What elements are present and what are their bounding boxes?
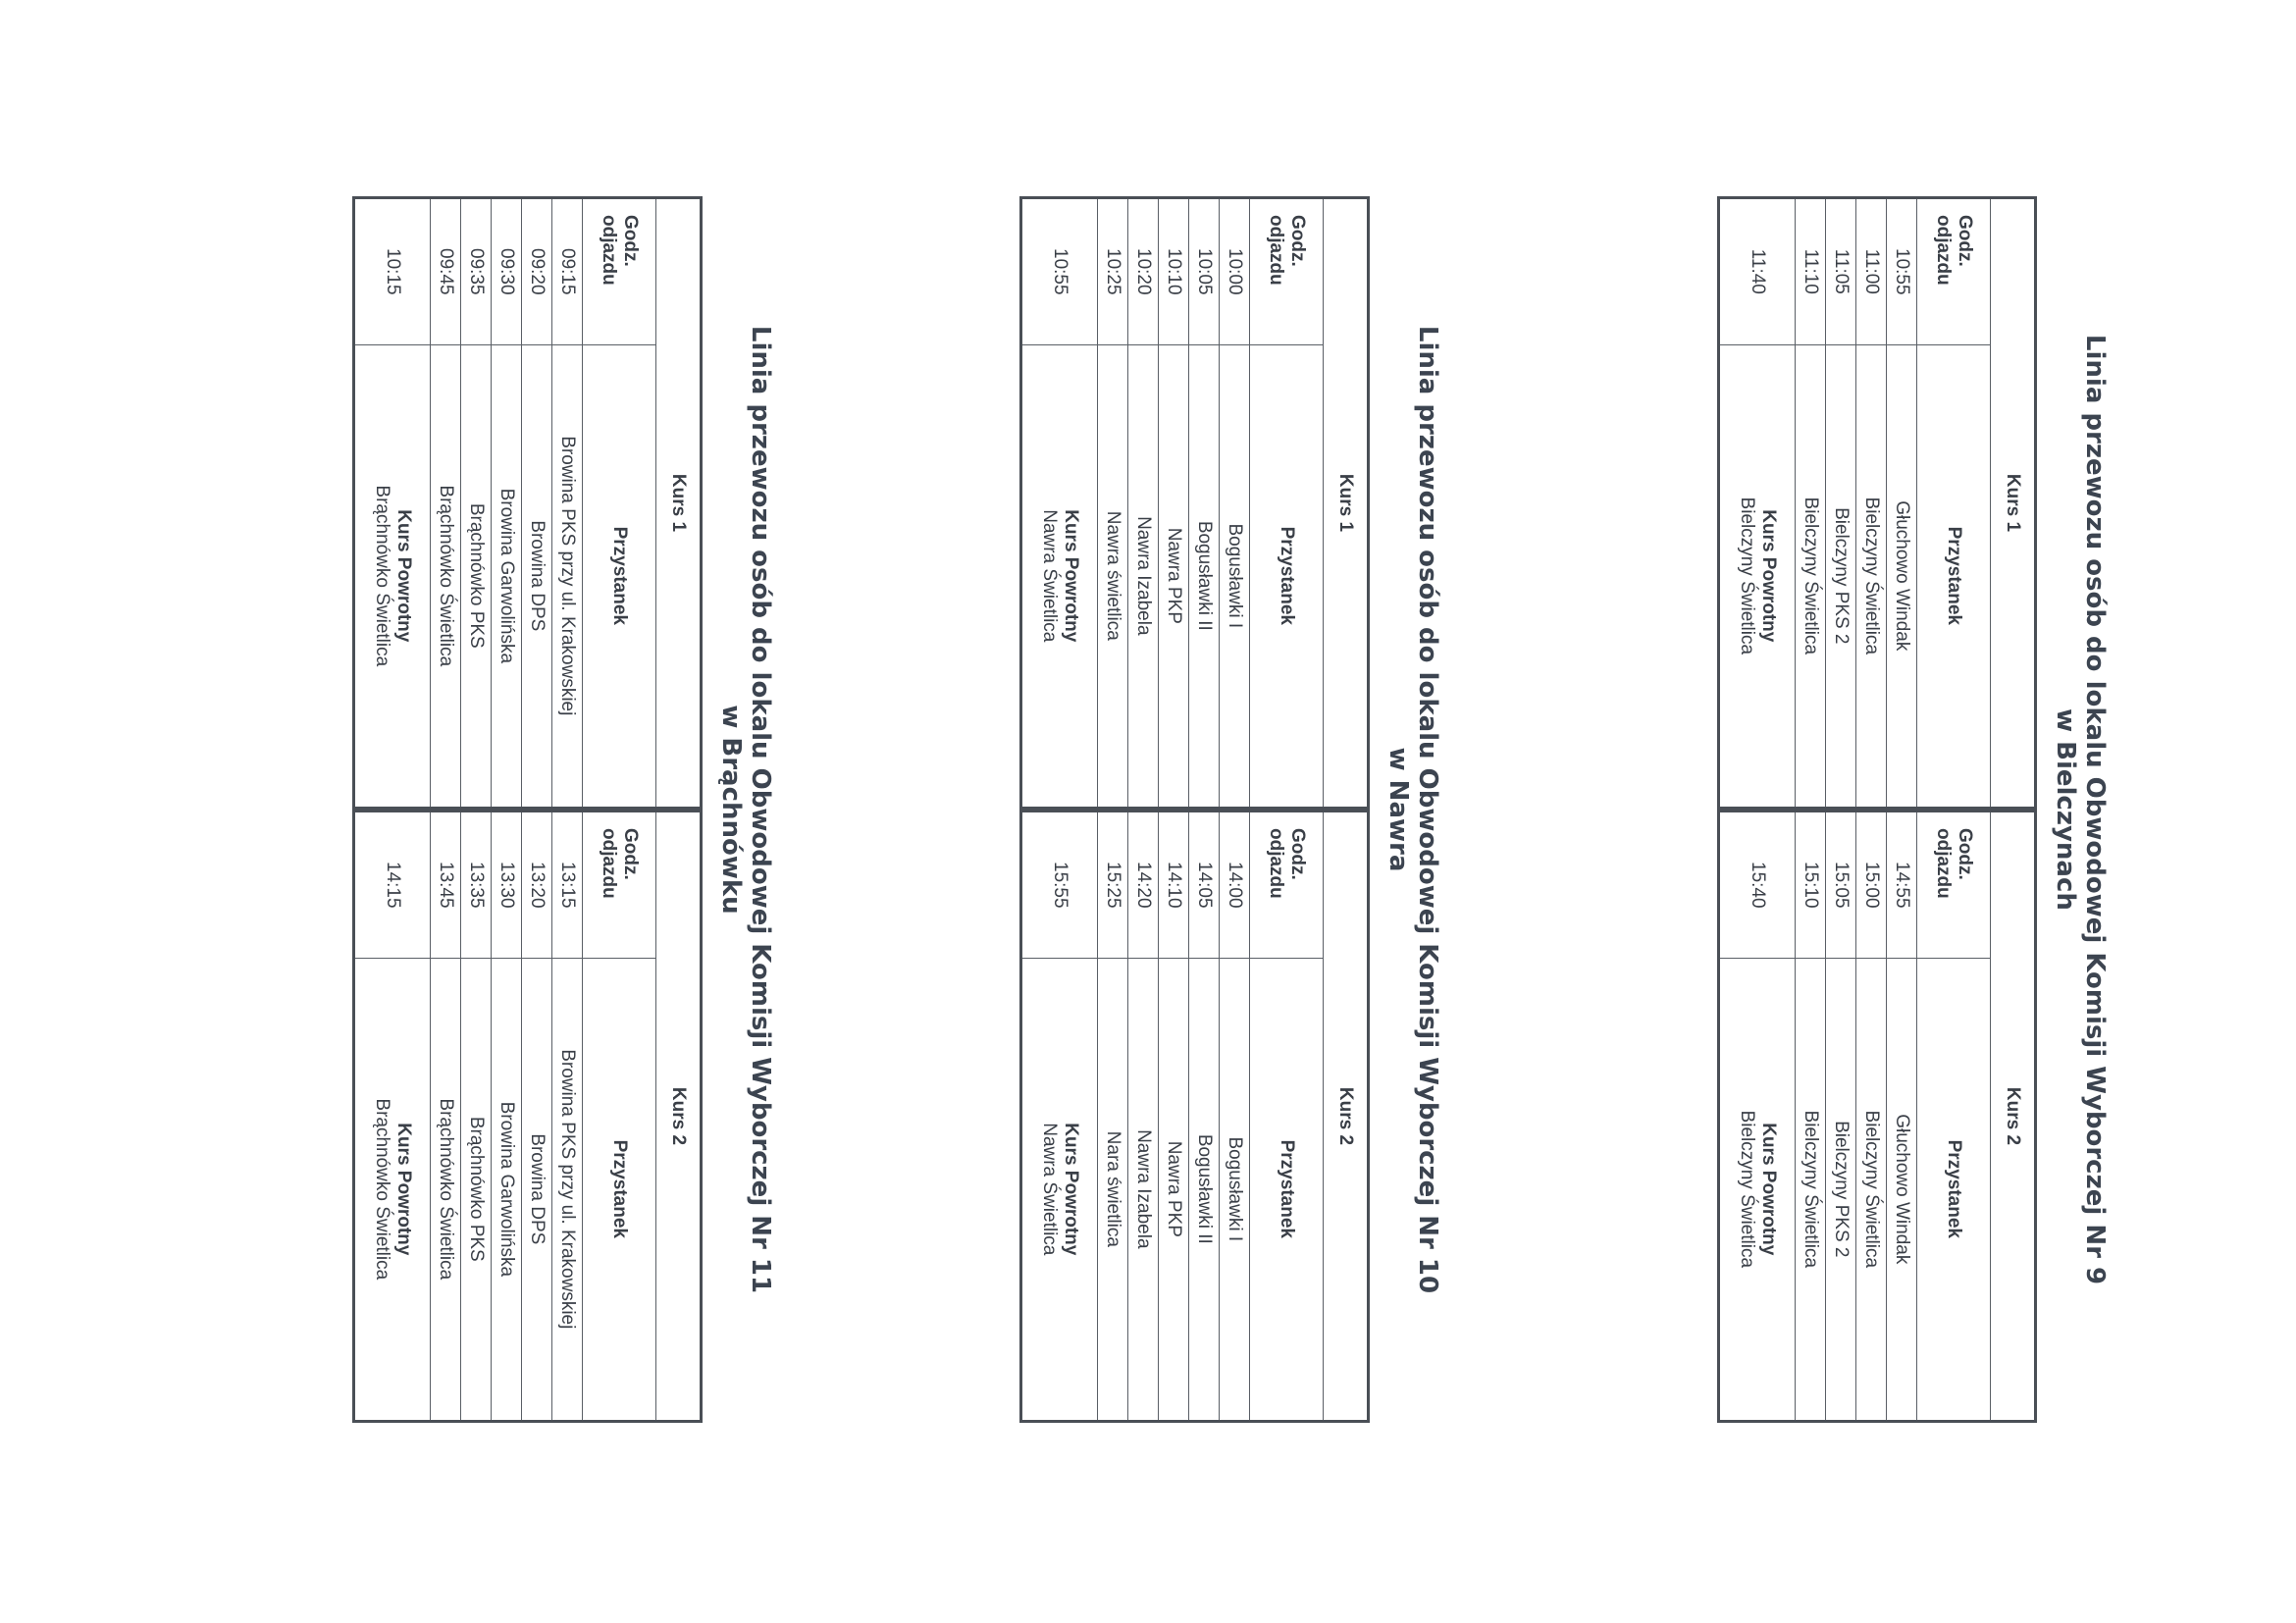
table-row	[1098, 198, 1128, 809]
departure-time: 13:15	[552, 812, 583, 959]
schedule-section-nr11	[352, 196, 775, 1423]
stop-name: Bogusławki II	[1189, 344, 1220, 808]
stop-name: Bielczyny PKS 2	[1826, 344, 1856, 808]
departure-time: 14:00	[1220, 812, 1250, 959]
stop-name: Nawra PKP	[1159, 344, 1189, 808]
return-time: 11:40	[1719, 198, 1796, 345]
section-title: Linia przewozu osób do lokalu Obwodowej Komisji Wyborczej Nr 10 w Nawra	[1383, 325, 1442, 1294]
stop-name: Bielczyny Świetlica	[1796, 344, 1826, 808]
table-row	[431, 812, 461, 1422]
course-name: Kurs 2	[1991, 812, 2036, 1422]
stop-name: Bogusławki I	[1220, 344, 1250, 808]
stop-name: Nawra świetlica	[1098, 344, 1128, 808]
stop-name: Nawra Izabela	[1128, 958, 1159, 1421]
stop-name: Bielczyny Świetlica	[1796, 958, 1826, 1421]
departure-time: 15:25	[1098, 812, 1128, 959]
departure-time: 09:20	[522, 198, 552, 345]
departure-time: 15:10	[1796, 812, 1826, 959]
table-row	[1826, 812, 1856, 1422]
stop-name: Nawra PKP	[1159, 958, 1189, 1421]
table-row	[1189, 812, 1220, 1422]
stop-name: Browina DPS	[522, 958, 552, 1421]
table-row	[1128, 198, 1159, 809]
time-header: Godz. odjazdu	[1250, 198, 1324, 345]
section-title: Linia przewozu osób do lokalu Obwodowej Komisji Wyborczej Nr 11 w Brąchnówku	[716, 325, 775, 1294]
stop-name: Browina Garwolińska	[492, 344, 522, 808]
stop-name: Głuchowo Windak	[1887, 344, 1917, 808]
table-row	[1826, 198, 1856, 809]
stop-name: Bogusławki I	[1220, 958, 1250, 1421]
departure-time: 09:35	[461, 198, 492, 345]
departure-time: 13:35	[461, 812, 492, 959]
return-stop: Kurs Powrotny Nawra Świetlica	[1021, 344, 1098, 808]
stop-header: Przystanek	[1250, 958, 1324, 1421]
return-row	[354, 812, 431, 1422]
table-row	[1098, 812, 1128, 1422]
departure-time: 14:55	[1887, 812, 1917, 959]
time-header: Godz. odjazdu	[1250, 812, 1324, 959]
course-name: Kurs 2	[656, 812, 702, 1422]
departure-time: 15:05	[1826, 812, 1856, 959]
departure-time: 13:20	[522, 812, 552, 959]
schedule-section-nr10	[1019, 196, 1442, 1423]
stop-header: Przystanek	[1917, 958, 1991, 1421]
section-title: Linia przewozu osób do lokalu Obwodowej Komisji Wyborczej Nr 9 w Bielczynach	[2051, 334, 2110, 1285]
table-row	[552, 812, 583, 1422]
return-row	[1021, 812, 1098, 1422]
table-row	[461, 812, 492, 1422]
departure-time: 09:45	[431, 198, 461, 345]
return-row	[1719, 812, 1796, 1422]
timetable	[1717, 196, 2037, 1423]
departure-time: 10:20	[1128, 198, 1159, 345]
stop-name: Browina Garwolińska	[492, 958, 522, 1421]
time-header: Godz. odjazdu	[1917, 198, 1991, 345]
table-row	[492, 198, 522, 809]
table-row	[1796, 812, 1826, 1422]
stop-name: Browina PKS przy ul. Krakowskiej	[552, 958, 583, 1421]
departure-time: 11:05	[1826, 198, 1856, 345]
return-stop: Kurs Powrotny Brąchnówko Świetlica	[354, 958, 431, 1421]
return-time: 10:55	[1021, 198, 1098, 345]
course-table-kurs-1	[1019, 196, 1370, 810]
timetable	[352, 196, 703, 1423]
return-stop: Kurs Powrotny Bielczyny Świetlica	[1719, 344, 1796, 808]
departure-time: 15:00	[1856, 812, 1887, 959]
stop-name: Brąchnówko PKS	[461, 344, 492, 808]
stop-name: Bielczyny PKS 2	[1826, 958, 1856, 1421]
stop-name: Nara świetlica	[1098, 958, 1128, 1421]
course-table-kurs-2	[1019, 810, 1370, 1423]
table-row	[522, 812, 552, 1422]
table-row	[1128, 812, 1159, 1422]
stop-name: Bielczyny Świetlica	[1856, 344, 1887, 808]
stop-name: Browina PKS przy ul. Krakowskiej	[552, 344, 583, 808]
course-name: Kurs 2	[1324, 812, 1369, 1422]
return-stop: Kurs Powrotny Bielczyny Świetlica	[1719, 958, 1796, 1421]
table-row	[1796, 198, 1826, 809]
stop-header: Przystanek	[583, 344, 656, 808]
departure-time: 10:05	[1189, 198, 1220, 345]
table-row	[1887, 198, 1917, 809]
departure-time: 10:25	[1098, 198, 1128, 345]
table-row	[1159, 198, 1189, 809]
departure-time: 10:00	[1220, 198, 1250, 345]
course-table-kurs-2	[1717, 810, 2037, 1423]
stop-name: Brąchnówko Świetlica	[431, 958, 461, 1421]
course-table-kurs-1	[1717, 196, 2037, 810]
time-header: Godz. odjazdu	[1917, 812, 1991, 959]
return-row	[1021, 198, 1098, 809]
time-header: Godz. odjazdu	[583, 812, 656, 959]
table-row	[1887, 812, 1917, 1422]
table-row	[1220, 198, 1250, 809]
course-name: Kurs 1	[1991, 198, 2036, 809]
table-row	[1856, 198, 1887, 809]
departure-time: 09:15	[552, 198, 583, 345]
return-stop: Kurs Powrotny Brąchnówko Świetlica	[354, 344, 431, 808]
table-row	[552, 198, 583, 809]
stop-header: Przystanek	[1917, 344, 1991, 808]
schedule-section-nr9	[1717, 196, 2110, 1423]
table-row	[1189, 198, 1220, 809]
departure-time: 14:20	[1128, 812, 1159, 959]
departure-time: 10:55	[1887, 198, 1917, 345]
return-stop: Kurs Powrotny Nawra Świetlica	[1021, 958, 1098, 1421]
return-time: 10:15	[354, 198, 431, 345]
stop-name: Nawra Izabela	[1128, 344, 1159, 808]
departure-time: 14:10	[1159, 812, 1189, 959]
stop-name: Głuchowo Windak	[1887, 958, 1917, 1421]
course-table-kurs-1	[352, 196, 703, 810]
table-row	[492, 812, 522, 1422]
departure-time: 10:10	[1159, 198, 1189, 345]
return-time: 14:15	[354, 812, 431, 959]
stop-name: Bielczyny Świetlica	[1856, 958, 1887, 1421]
table-row	[1856, 812, 1887, 1422]
time-header: Godz. odjazdu	[583, 198, 656, 345]
stop-header: Przystanek	[583, 958, 656, 1421]
course-name: Kurs 1	[656, 198, 702, 809]
stop-name: Brąchnówko PKS	[461, 958, 492, 1421]
return-time: 15:55	[1021, 812, 1098, 959]
departure-time: 13:45	[431, 812, 461, 959]
departure-time: 11:10	[1796, 198, 1826, 345]
stop-header: Przystanek	[1250, 344, 1324, 808]
departure-time: 09:30	[492, 198, 522, 345]
table-row	[431, 198, 461, 809]
timetable	[1019, 196, 1370, 1423]
course-name: Kurs 1	[1324, 198, 1369, 809]
departure-time: 13:30	[492, 812, 522, 959]
departure-time: 11:00	[1856, 198, 1887, 345]
return-row	[1719, 198, 1796, 809]
table-row	[461, 198, 492, 809]
course-table-kurs-2	[352, 810, 703, 1423]
departure-time: 14:05	[1189, 812, 1220, 959]
stop-name: Brąchnówko Świetlica	[431, 344, 461, 808]
stop-name: Browina DPS	[522, 344, 552, 808]
table-row	[522, 198, 552, 809]
return-row	[354, 198, 431, 809]
stop-name: Bogusławki II	[1189, 958, 1220, 1421]
return-time: 15:40	[1719, 812, 1796, 959]
table-row	[1220, 812, 1250, 1422]
table-row	[1159, 812, 1189, 1422]
